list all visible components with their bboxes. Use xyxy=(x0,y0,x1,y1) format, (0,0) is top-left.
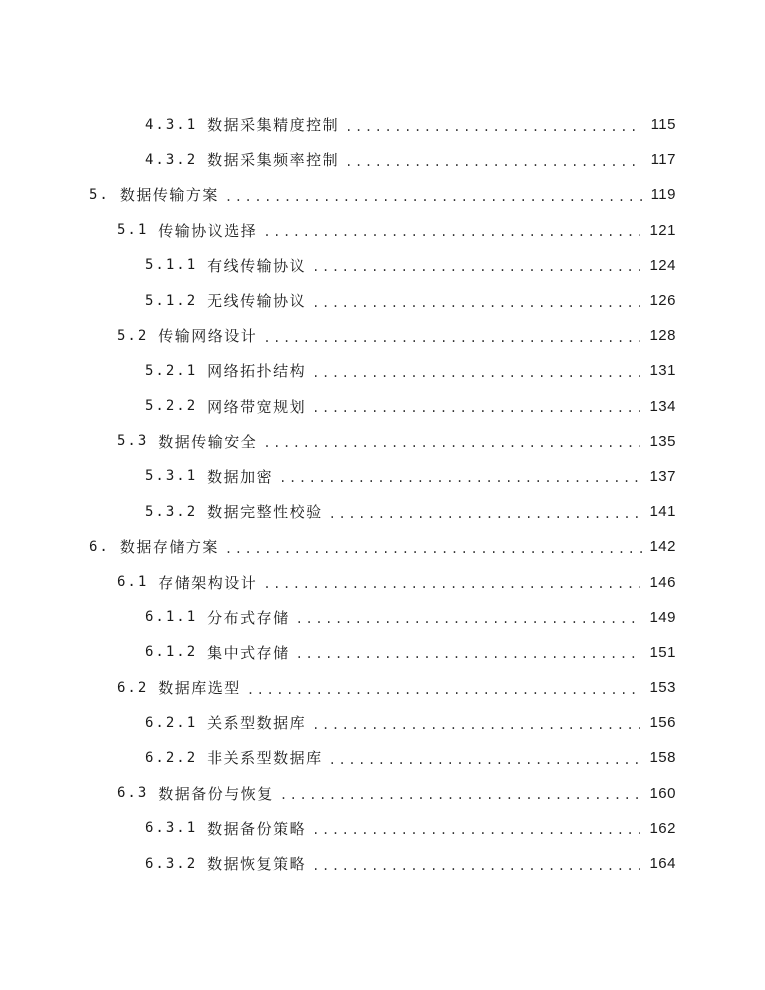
toc-entry-number: 5.3.1 xyxy=(145,468,198,485)
toc-page-number: 117 xyxy=(650,151,676,169)
toc-entry-title: 数据存储方案 xyxy=(119,538,219,557)
toc-page-number: 141 xyxy=(649,503,676,521)
toc-dot-leader xyxy=(280,788,640,802)
toc-entry-number: 5.1.2 xyxy=(145,292,198,309)
toc-entry-title: 数据采集精度控制 xyxy=(207,116,340,135)
toc-entry-title: 数据传输方案 xyxy=(119,186,219,205)
toc-dot-leader xyxy=(329,507,640,521)
toc-entry-title: 数据完整性校验 xyxy=(207,503,323,522)
toc-entry-number: 6.3.1 xyxy=(145,820,198,837)
toc-entry-5-1-1[interactable] xyxy=(0,248,765,283)
toc-entry-number: 6.2.1 xyxy=(145,714,198,731)
toc-dot-leader xyxy=(312,401,640,415)
toc-dot-leader xyxy=(263,436,640,450)
toc-entry-title: 数据传输安全 xyxy=(158,432,258,451)
toc-entry-5-3-1[interactable] xyxy=(0,459,765,494)
toc-dot-leader xyxy=(312,366,640,380)
toc-entry-title: 数据备份与恢复 xyxy=(158,784,274,803)
toc-page-number: 164 xyxy=(649,855,676,873)
toc-entry-number: 5. xyxy=(89,186,110,203)
toc-entry-number: 6.1 xyxy=(117,574,149,591)
toc-dot-leader xyxy=(225,190,644,204)
toc-page-number: 124 xyxy=(649,256,676,274)
toc-entry-title: 数据备份策略 xyxy=(207,819,307,838)
toc-entry-4-3-2[interactable] xyxy=(0,142,765,177)
toc-page-number: 149 xyxy=(649,608,676,626)
toc-entry-number: 5.2 xyxy=(117,327,149,344)
toc-entry-number: 6.1.2 xyxy=(145,644,198,661)
toc-entry-title: 关系型数据库 xyxy=(207,714,307,733)
toc-dot-leader xyxy=(329,753,640,767)
toc-entry-title: 数据采集频率控制 xyxy=(207,151,340,170)
toc-page-number: 153 xyxy=(649,679,676,697)
toc-entry-6-3-2[interactable] xyxy=(0,846,765,881)
toc-dot-leader xyxy=(312,718,640,732)
toc-dot-leader xyxy=(263,225,640,239)
toc-entry-6-2-2[interactable] xyxy=(0,740,765,775)
table-of-contents xyxy=(0,107,765,881)
toc-entry-5[interactable] xyxy=(0,177,765,212)
toc-entry-number: 6.3.2 xyxy=(145,855,198,872)
toc-page-number: 121 xyxy=(649,221,676,239)
toc-entry-number: 4.3.1 xyxy=(145,116,198,133)
toc-page-number: 160 xyxy=(649,784,676,802)
toc-entry-number: 6.1.1 xyxy=(145,609,198,626)
toc-entry-title: 分布式存储 xyxy=(207,608,290,627)
toc-entry-6-3[interactable] xyxy=(0,776,765,811)
toc-entry-title: 传输网络设计 xyxy=(158,327,258,346)
toc-dot-leader xyxy=(312,823,640,837)
toc-entry-6-1[interactable] xyxy=(0,564,765,599)
toc-entry-number: 5.1 xyxy=(117,222,149,239)
toc-entry-title: 数据库选型 xyxy=(158,679,241,698)
toc-entry-title: 传输协议选择 xyxy=(158,221,258,240)
toc-entry-title: 存储架构设计 xyxy=(158,573,258,592)
toc-page-number: 131 xyxy=(649,362,676,380)
toc-dot-leader xyxy=(296,612,640,626)
toc-entry-number: 5.3 xyxy=(117,433,149,450)
toc-entry-number: 5.3.2 xyxy=(145,503,198,520)
toc-entry-5-3-2[interactable] xyxy=(0,494,765,529)
toc-page-number: 142 xyxy=(649,538,676,556)
toc-dot-leader xyxy=(312,296,640,310)
toc-entry-5-3[interactable] xyxy=(0,424,765,459)
toc-entry-title: 集中式存储 xyxy=(207,643,290,662)
toc-entry-number: 6.2 xyxy=(117,679,149,696)
toc-dot-leader xyxy=(345,120,640,134)
toc-entry-number: 6.3 xyxy=(117,785,149,802)
toc-entry-6-1-2[interactable] xyxy=(0,635,765,670)
toc-entry-number: 6.2.2 xyxy=(145,749,198,766)
toc-dot-leader xyxy=(225,542,644,556)
toc-page-number: 162 xyxy=(649,819,676,837)
toc-page-number: 146 xyxy=(649,573,676,591)
toc-dot-leader xyxy=(279,471,640,485)
toc-dot-leader xyxy=(296,647,640,661)
toc-page-number: 158 xyxy=(649,749,676,767)
toc-entry-number: 5.2.1 xyxy=(145,362,198,379)
toc-entry-5-2[interactable] xyxy=(0,318,765,353)
toc-entry-number: 5.2.2 xyxy=(145,398,198,415)
toc-page-number: 135 xyxy=(649,432,676,450)
toc-entry-6-2[interactable] xyxy=(0,670,765,705)
toc-entry-5-2-2[interactable] xyxy=(0,389,765,424)
toc-entry-number: 4.3.2 xyxy=(145,151,198,168)
toc-entry-5-1-2[interactable] xyxy=(0,283,765,318)
toc-dot-leader xyxy=(345,155,640,169)
toc-dot-leader xyxy=(312,260,640,274)
toc-entry-title: 网络拓扑结构 xyxy=(207,362,307,381)
toc-page-number: 137 xyxy=(649,467,676,485)
toc-entry-number: 5.1.1 xyxy=(145,257,198,274)
toc-entry-6-2-1[interactable] xyxy=(0,705,765,740)
toc-entry-title: 网络带宽规划 xyxy=(207,397,307,416)
toc-entry-5-2-1[interactable] xyxy=(0,353,765,388)
toc-entry-6-1-1[interactable] xyxy=(0,600,765,635)
toc-page-number: 156 xyxy=(649,714,676,732)
toc-entry-4-3-1[interactable] xyxy=(0,107,765,142)
toc-entry-5-1[interactable] xyxy=(0,213,765,248)
toc-entry-title: 数据恢复策略 xyxy=(207,855,307,874)
toc-page-number: 151 xyxy=(649,643,676,661)
toc-entry-6-3-1[interactable] xyxy=(0,811,765,846)
toc-page-number: 115 xyxy=(650,116,676,134)
toc-entry-title: 非关系型数据库 xyxy=(207,749,323,768)
toc-entry-number: 6. xyxy=(89,538,110,555)
toc-dot-leader xyxy=(263,331,640,345)
toc-entry-title: 数据加密 xyxy=(207,467,274,486)
toc-entry-6[interactable] xyxy=(0,529,765,564)
toc-entry-title: 无线传输协议 xyxy=(207,292,307,311)
toc-page-number: 128 xyxy=(649,327,676,345)
toc-entry-title: 有线传输协议 xyxy=(207,256,307,275)
toc-dot-leader xyxy=(263,577,640,591)
toc-dot-leader xyxy=(247,683,640,697)
toc-dot-leader xyxy=(312,859,640,873)
toc-page-number: 119 xyxy=(650,186,676,204)
toc-page-number: 126 xyxy=(649,292,676,310)
toc-page-number: 134 xyxy=(649,397,676,415)
